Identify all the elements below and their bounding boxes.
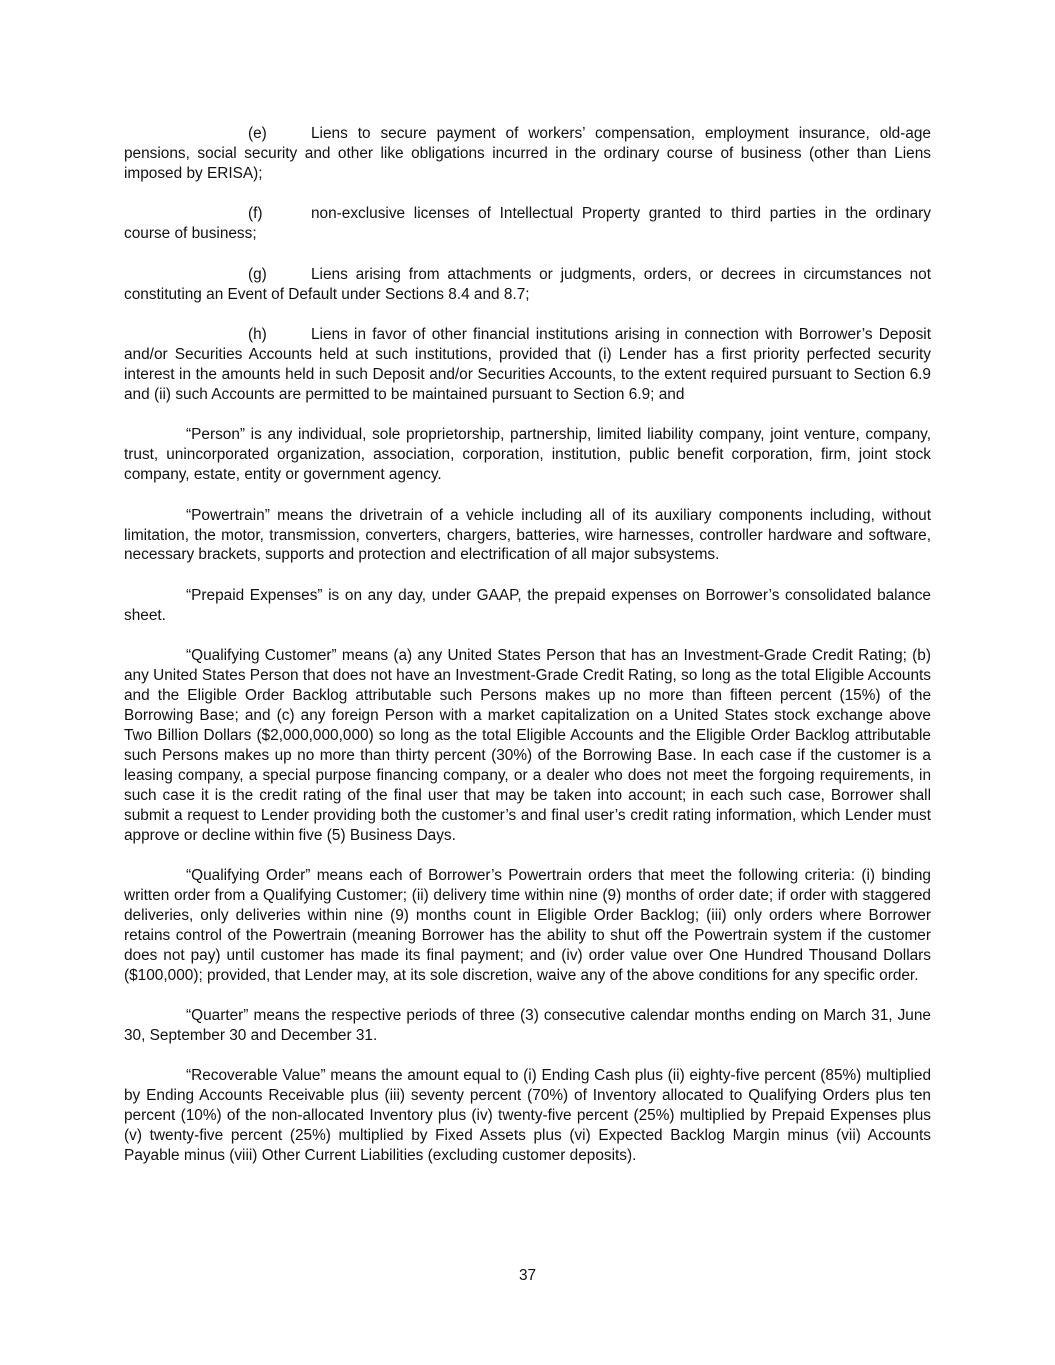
definition-text: is any individual, sole proprietorship, partnership, limited liability company, joint venture, company, trust, unincorporated organization, association, corporation, institution, public benefit corporation, firm, joint stock company, estate, entity or government agency.: [124, 426, 931, 484]
list-item-text: Liens to secure payment of workers’ compensation, employment insurance, old-age pensions, social security and other like obligations incurred in the ordinary course of business (other than Liens imposed by ERISA);: [124, 125, 931, 182]
defined-term: “Qualifying Customer”: [186, 647, 337, 665]
defined-term: “Qualifying Order”: [186, 867, 311, 885]
definition-paragraph: [124, 646, 931, 845]
definition-text: means the drivetrain of a vehicle including all of its auxiliary components including, without limitation, the motor, transmission, converters, chargers, batteries, wire harnesses, controller hardware and software, necessary brackets, supports and protection and electrification of all major subsystems.: [124, 506, 931, 564]
definition-paragraph: [124, 1006, 931, 1046]
definition-text: means each of Borrower’s Powertrain orders that meet the following criteria: (i) binding written order from a Qualifying Customer; (ii) delivery time within nine (9) months of order date; if order with staggered deliveries, only deliveries within nine (9) months count in Eligible Order Backlog; (iii) only orders where Borrower retains control of the Powertrain (meaning Borrower has the ability to shut off the Powertrain system if the customer does not pay) until customer has made its final payment; and (iv) order value over One Hundred Thousand Dollars ($100,000); provided, that Lender may, at its sole discretion, waive any of the above conditions for any specific order.: [124, 867, 931, 984]
definition-paragraph: [124, 1066, 931, 1166]
list-item-text: Liens arising from attachments or judgments, orders, or decrees in circumstances not constituting an Event of Default under Sections 8.4 and 8.7;: [124, 265, 931, 303]
list-item: [124, 325, 931, 405]
defined-term: “Recoverable Value”: [186, 1067, 326, 1085]
list-item-marker: (f): [248, 205, 263, 223]
definition-text: is on any day, under GAAP, the prepaid expenses on Borrower’s consolidated balance sheet.: [124, 586, 931, 624]
definition-paragraph: [124, 586, 931, 626]
defined-term: “Person”: [186, 426, 246, 444]
list-item: [124, 124, 931, 184]
definition-paragraph: [124, 866, 931, 985]
list-item-text: non-exclusive licenses of Intellectual Property granted to third parties in the ordinary course of business;: [124, 205, 931, 243]
defined-term: “Quarter”: [186, 1007, 249, 1025]
list-item: [124, 265, 931, 305]
list-item: [124, 204, 931, 244]
document-page: [124, 124, 931, 1187]
page-number: 37: [518, 1267, 537, 1284]
defined-term: “Prepaid Expenses”: [186, 586, 323, 604]
defined-term: “Powertrain”: [186, 506, 270, 524]
list-item-marker: (e): [248, 125, 267, 142]
list-item-marker: (h): [248, 326, 267, 344]
definition-text: means (a) any United States Person that has an Investment-Grade Credit Rating; (b) any United States Person that does not have an Investment-Grade Credit Rating, so long as the total Eligible Accounts and the Eligible Order Backlog attributable such Persons makes up no more than fifteen percent (15%) of the Borrowing Base; and (c) any foreign Person with a market capitalization on a United States stock exchange above Two Billion Dollars ($2,000,000,000) so long as the total Eligible Accounts and the Eligible Order Backlog attributable such Persons makes up no more than thirty percent (30%) of the Borrowing Base. In each case if the customer is a leasing company, a special purpose financing company, or a dealer who does not meet the forgoing requirements, in such case it is the credit rating of the final user that may be taken into account; in each such case, Borrower shall submit a request to Lender providing both the customer’s and final user’s credit rating information, which Lender must approve or decline within five (5) Business Days.: [124, 647, 931, 844]
definition-text: means the respective periods of three (3) consecutive calendar months ending on March 31, June 30, September 30 and December 31.: [124, 1007, 931, 1044]
list-item-marker: (g): [248, 265, 267, 283]
definition-paragraph: [124, 425, 931, 485]
list-item-text: Liens in favor of other financial institutions arising in connection with Borrower’s Deposit and/or Securities Accounts held at such institutions, provided that (i) Lender has a first priority perfected security interest in the amounts held in such Deposit and/or Securities Accounts, to the extent required pursuant to Section 6.9 and (ii) such Accounts are permitted to be maintained pursuant to Section 6.9; and: [124, 326, 931, 403]
definition-text: means the amount equal to (i) Ending Cash plus (ii) eighty-five percent (85%) multiplied by Ending Accounts Receivable plus (iii) seventy percent (70%) of Inventory allocated to Qualifying Orders plus ten percent (10%) of the non-allocated Inventory plus (iv) twenty-five percent (25%) multiplied by Prepaid Expenses plus (v) twenty-five percent (25%) multiplied by Fixed Assets plus (vi) Expected Backlog Margin minus (vii) Accounts Payable minus (viii) Other Current Liabilities (excluding customer deposits).: [124, 1067, 932, 1165]
definition-paragraph: [124, 506, 931, 566]
